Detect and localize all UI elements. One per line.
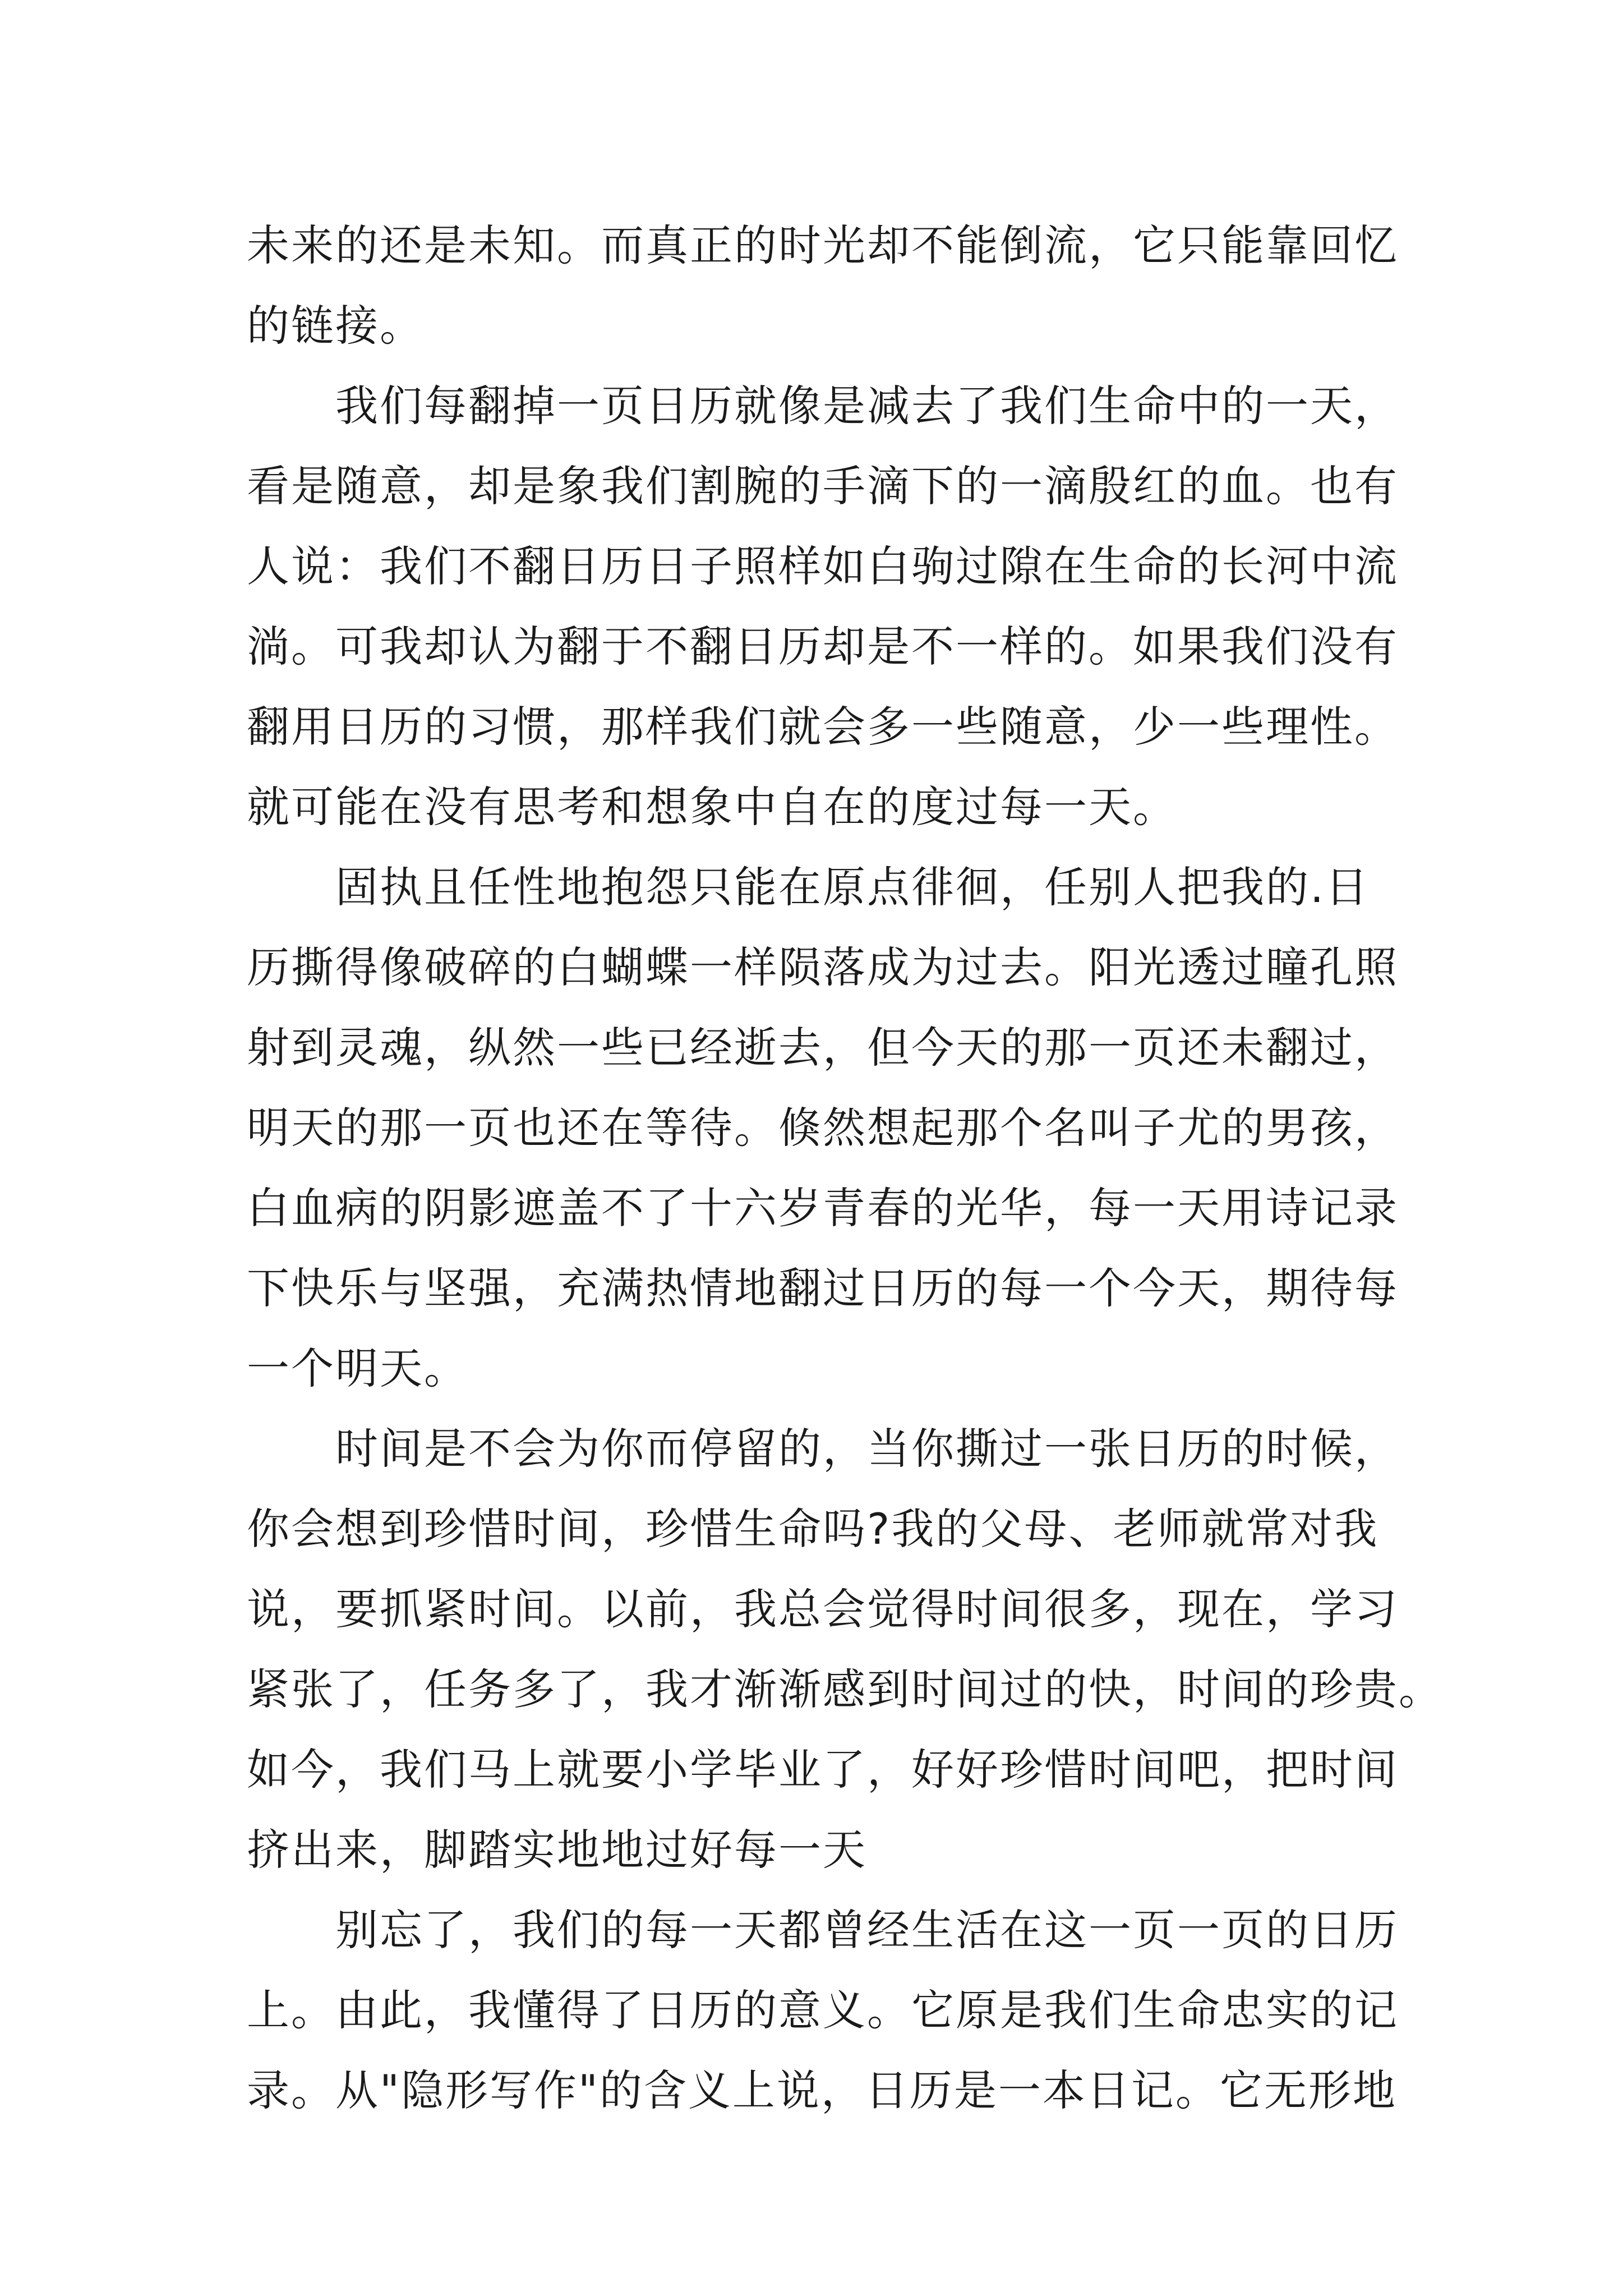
text-line: 历撕得像破碎的白蝴蝶一样陨落成为过去。阳光透过瞳孔照 [247, 942, 1399, 992]
text-line: 录。从"隐形写作"的含义上说，日历是一本日记。它无形地 [247, 2065, 1397, 2115]
text-line: 看是随意，却是象我们割腕的手滴下的一滴殷红的血。也有 [247, 461, 1399, 511]
text-line: 紧张了，任务多了，我才渐渐感到时间过的快，时间的珍贵。 [247, 1664, 1443, 1714]
text-line: 一个明天。 [247, 1343, 468, 1393]
paragraph-3 [247, 847, 1399, 1409]
text-line: 上。由此，我懂得了日历的意义。它原是我们生命忠实的记 [247, 1985, 1399, 2035]
text-line: 别忘了，我们的每一天都曾经生活在这一页一页的日历 [247, 1905, 1399, 1955]
text-line: 如今，我们马上就要小学毕业了，好好珍惜时间吧，把时间 [247, 1745, 1399, 1795]
text-line: 明天的那一页也还在等待。倏然想起那个名叫子尤的男孩， [247, 1103, 1399, 1153]
paragraph-4 [247, 1409, 1443, 1890]
text-line: 未来的还是未知。而真正的时光却不能倒流，它只能靠回忆 [247, 220, 1399, 270]
text-line: 的链接。 [247, 301, 424, 351]
text-line: 淌。可我却认为翻于不翻日历却是不一样的。如果我们没有 [247, 622, 1399, 671]
text-line: 就可能在没有思考和想象中自在的度过每一天。 [247, 782, 1177, 832]
text-line: 说，要抓紧时间。以前，我总会觉得时间很多，现在，学习 [247, 1584, 1399, 1634]
text-line: 翻用日历的习惯，那样我们就会多一些随意，少一些理性。 [247, 702, 1399, 752]
text-line: 挤出来，脚踏实地地过好每一天 [247, 1825, 867, 1875]
text-line: 你会想到珍惜时间，珍惜生命吗?我的父母、老师就常对我 [247, 1504, 1379, 1554]
text-line: 白血病的阴影遮盖不了十六岁青春的光华，每一天用诗记录 [247, 1183, 1399, 1233]
text-line: 人说：我们不翻日历日子照样如白驹过隙在生命的长河中流 [247, 541, 1399, 591]
text-line: 时间是不会为你而停留的，当你撕过一张日历的时候， [247, 1424, 1399, 1474]
text-line: 射到灵魂，纵然一些已经逝去，但今天的那一页还未翻过， [247, 1023, 1399, 1073]
text-line: 我们每翻掉一页日历就像是减去了我们生命中的一天， [247, 381, 1399, 431]
text-line: 固执且任性地抱怨只能在原点徘徊，任别人把我的.日 [247, 862, 1370, 912]
text-line: 下快乐与坚强，充满热情地翻过日历的每一个今天，期待每 [247, 1263, 1399, 1313]
paragraph-1 [247, 205, 1399, 366]
paragraph-5 [247, 1890, 1399, 2131]
essay-body [247, 205, 1443, 2131]
paragraph-2 [247, 366, 1399, 847]
